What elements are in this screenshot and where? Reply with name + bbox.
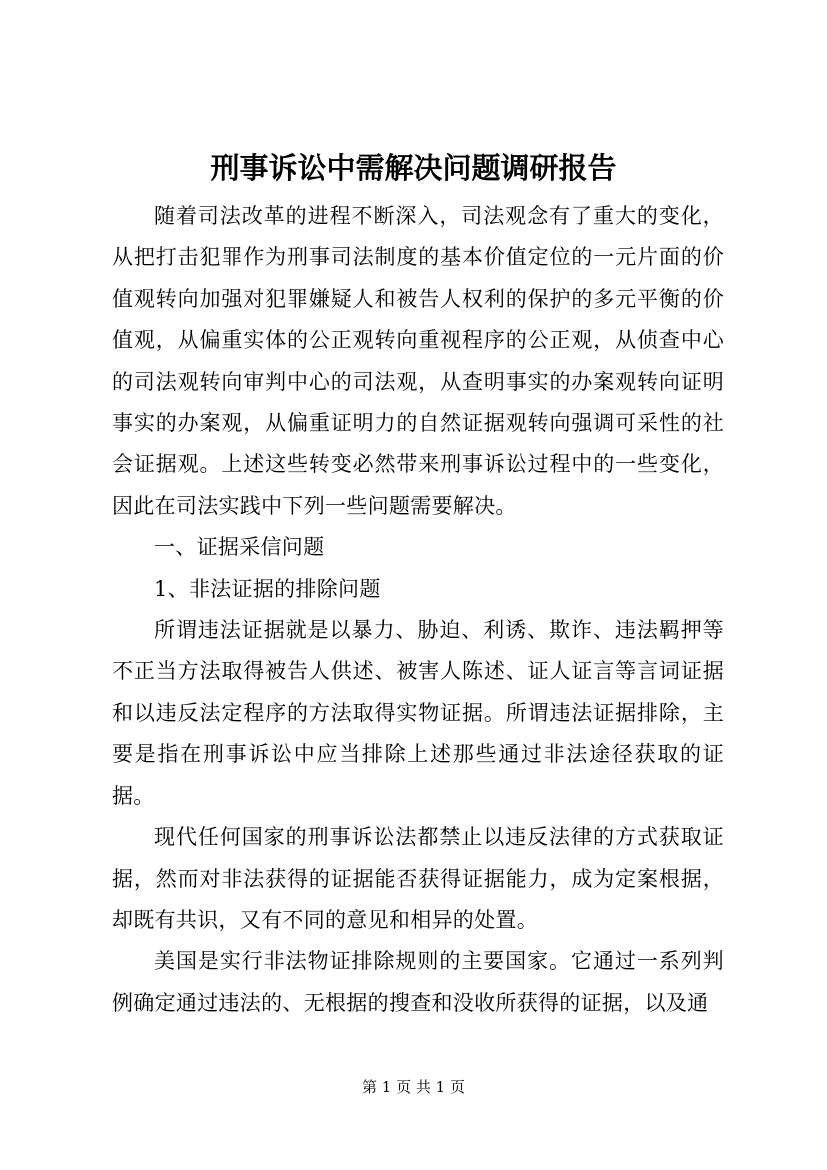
paragraph-modern-law: 现代任何国家的刑事诉讼法都禁止以违反法律的方式获取证据，然而对非法获得的证据能否获得证据能力，成为定案根据，却既有共识，又有不同的意见和相异的处置。 xyxy=(112,825,724,932)
paragraph-usa: 美国是实行非法物证排除规则的主要国家。它通过一系列判例确定通过违法的、无根据的搜查和没收所获得的证据，以及通 xyxy=(112,949,724,1015)
section-heading: 一、证据采信问题 xyxy=(154,535,325,560)
document-body xyxy=(112,196,724,1024)
subsection-heading: 1、非法证据的排除问题 xyxy=(154,576,381,601)
page-footer: 第 1 页 共 1 页 xyxy=(362,1078,465,1096)
document-title: 刑事诉讼中需解决问题调研报告 xyxy=(210,151,617,185)
paragraph-intro: 随着司法改革的进程不断深入，司法观念有了重大的变化，从把打击犯罪作为刑事司法制度的基本价值定位的一元片面的价值观转向加强对犯罪嫌疑人和被告人权利的保护的多元平衡的价值观，从偏重实体的公正观转向重视程序的公正观，从侦查中心的司法观转向审判中心的司法观，从查明事实的办案观转向证明事实的办案观，从偏重证明力的自然证据观转向强调可采性的社会证据观。上述这些转变必然带来刑事诉讼过程中的一些变化，因此在司法实践中下列一些问题需要解决。 xyxy=(112,204,724,518)
paragraph-definition: 所谓违法证据就是以暴力、胁迫、利诱、欺诈、违法羁押等不正当方法取得被告人供述、被害人陈述、证人证言等言词证据和以违反法定程序的方法取得实物证据。所谓违法证据排除，主要是指在刑事诉讼中应当排除上述那些通过非法途径获取的证据。 xyxy=(112,618,724,808)
